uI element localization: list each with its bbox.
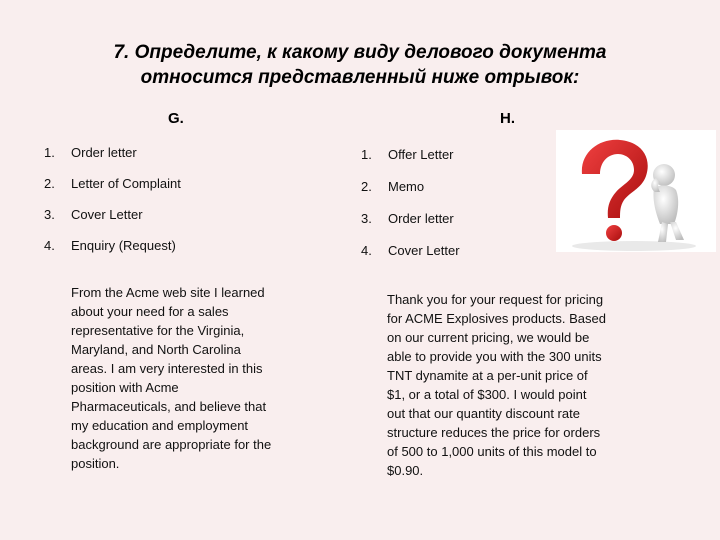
excerpt-h: [387, 290, 606, 480]
excerpt-line: about your need for a sales: [71, 304, 229, 319]
excerpt-line: background are appropriate for the: [71, 437, 272, 452]
option-g-4[interactable]: [44, 238, 181, 269]
option-label: Order letter: [388, 211, 454, 226]
option-h-1[interactable]: [361, 147, 460, 179]
option-number: 2.: [44, 176, 55, 191]
question-mark-shape: [582, 140, 648, 218]
excerpt-line: Thank you for your request for pricing: [387, 292, 604, 307]
option-label: Letter of Complaint: [71, 176, 181, 191]
option-label: Cover Letter: [71, 207, 143, 222]
figure-leg-left: [658, 222, 668, 242]
option-number: 4.: [44, 238, 55, 253]
option-g-2[interactable]: [44, 176, 181, 207]
excerpt-line: From the Acme web site I learned: [71, 285, 265, 300]
excerpt-line: structure reduces the price for orders: [387, 425, 601, 440]
option-h-3[interactable]: [361, 211, 460, 243]
question-mark-dot: [606, 225, 622, 241]
excerpt-line: Pharmaceuticals, and believe that: [71, 399, 267, 414]
question-mark-figure-svg: [556, 130, 716, 252]
option-label: Enquiry (Request): [71, 238, 176, 253]
excerpt-line: position with Acme: [71, 380, 179, 395]
option-label: Cover Letter: [388, 243, 460, 258]
excerpt-line: out that our quantity discount rate: [387, 406, 580, 421]
excerpt-line: of 500 to 1,000 units of this model to: [387, 444, 597, 459]
option-label: Memo: [388, 179, 425, 194]
excerpt-g: [71, 283, 271, 473]
excerpt-line: on our current pricing, we would be: [387, 330, 590, 345]
option-g-3[interactable]: [44, 207, 181, 238]
option-h-4[interactable]: [361, 243, 460, 275]
column-g-options: [44, 145, 181, 269]
excerpt-line: $0.90.: [387, 463, 424, 478]
excerpt-line: my education and employment: [71, 418, 249, 433]
excerpt-line: position.: [71, 456, 120, 471]
column-g-heading: G.: [168, 110, 184, 127]
option-number: 1.: [361, 147, 372, 162]
column-h-heading: H.: [500, 110, 515, 127]
option-number: 4.: [361, 243, 372, 258]
option-g-1[interactable]: [44, 145, 181, 176]
excerpt-line: Maryland, and North Carolina: [71, 342, 241, 357]
column-h-options: [361, 147, 460, 275]
figure-leg-right: [670, 222, 684, 240]
excerpt-line: TNT dynamite at a per-unit price of: [387, 368, 588, 383]
option-number: 2.: [361, 179, 372, 194]
title-line-2: относится представленный ниже отрывок:: [140, 67, 580, 88]
option-h-2[interactable]: [361, 179, 460, 211]
option-number: 3.: [44, 207, 55, 222]
excerpt-line: $1, or a total of $300. I would point: [387, 387, 587, 402]
option-number: 1.: [44, 145, 55, 160]
excerpt-line: for ACME Explosives products. Based: [387, 311, 606, 326]
excerpt-line: able to provide you with the 300 units: [387, 349, 602, 364]
excerpt-line: representative for the Virginia,: [71, 323, 245, 338]
option-label: Offer Letter: [388, 147, 454, 162]
option-label: Order letter: [71, 145, 137, 160]
excerpt-line: areas. I am very interested in this: [71, 361, 263, 376]
option-number: 3.: [361, 211, 372, 226]
question-mark-figure-icon: [556, 130, 716, 252]
title-line-1: 7. Определите, к какому виду делового документа: [113, 42, 607, 63]
floor-shadow: [572, 241, 696, 251]
page-title: [0, 40, 720, 90]
